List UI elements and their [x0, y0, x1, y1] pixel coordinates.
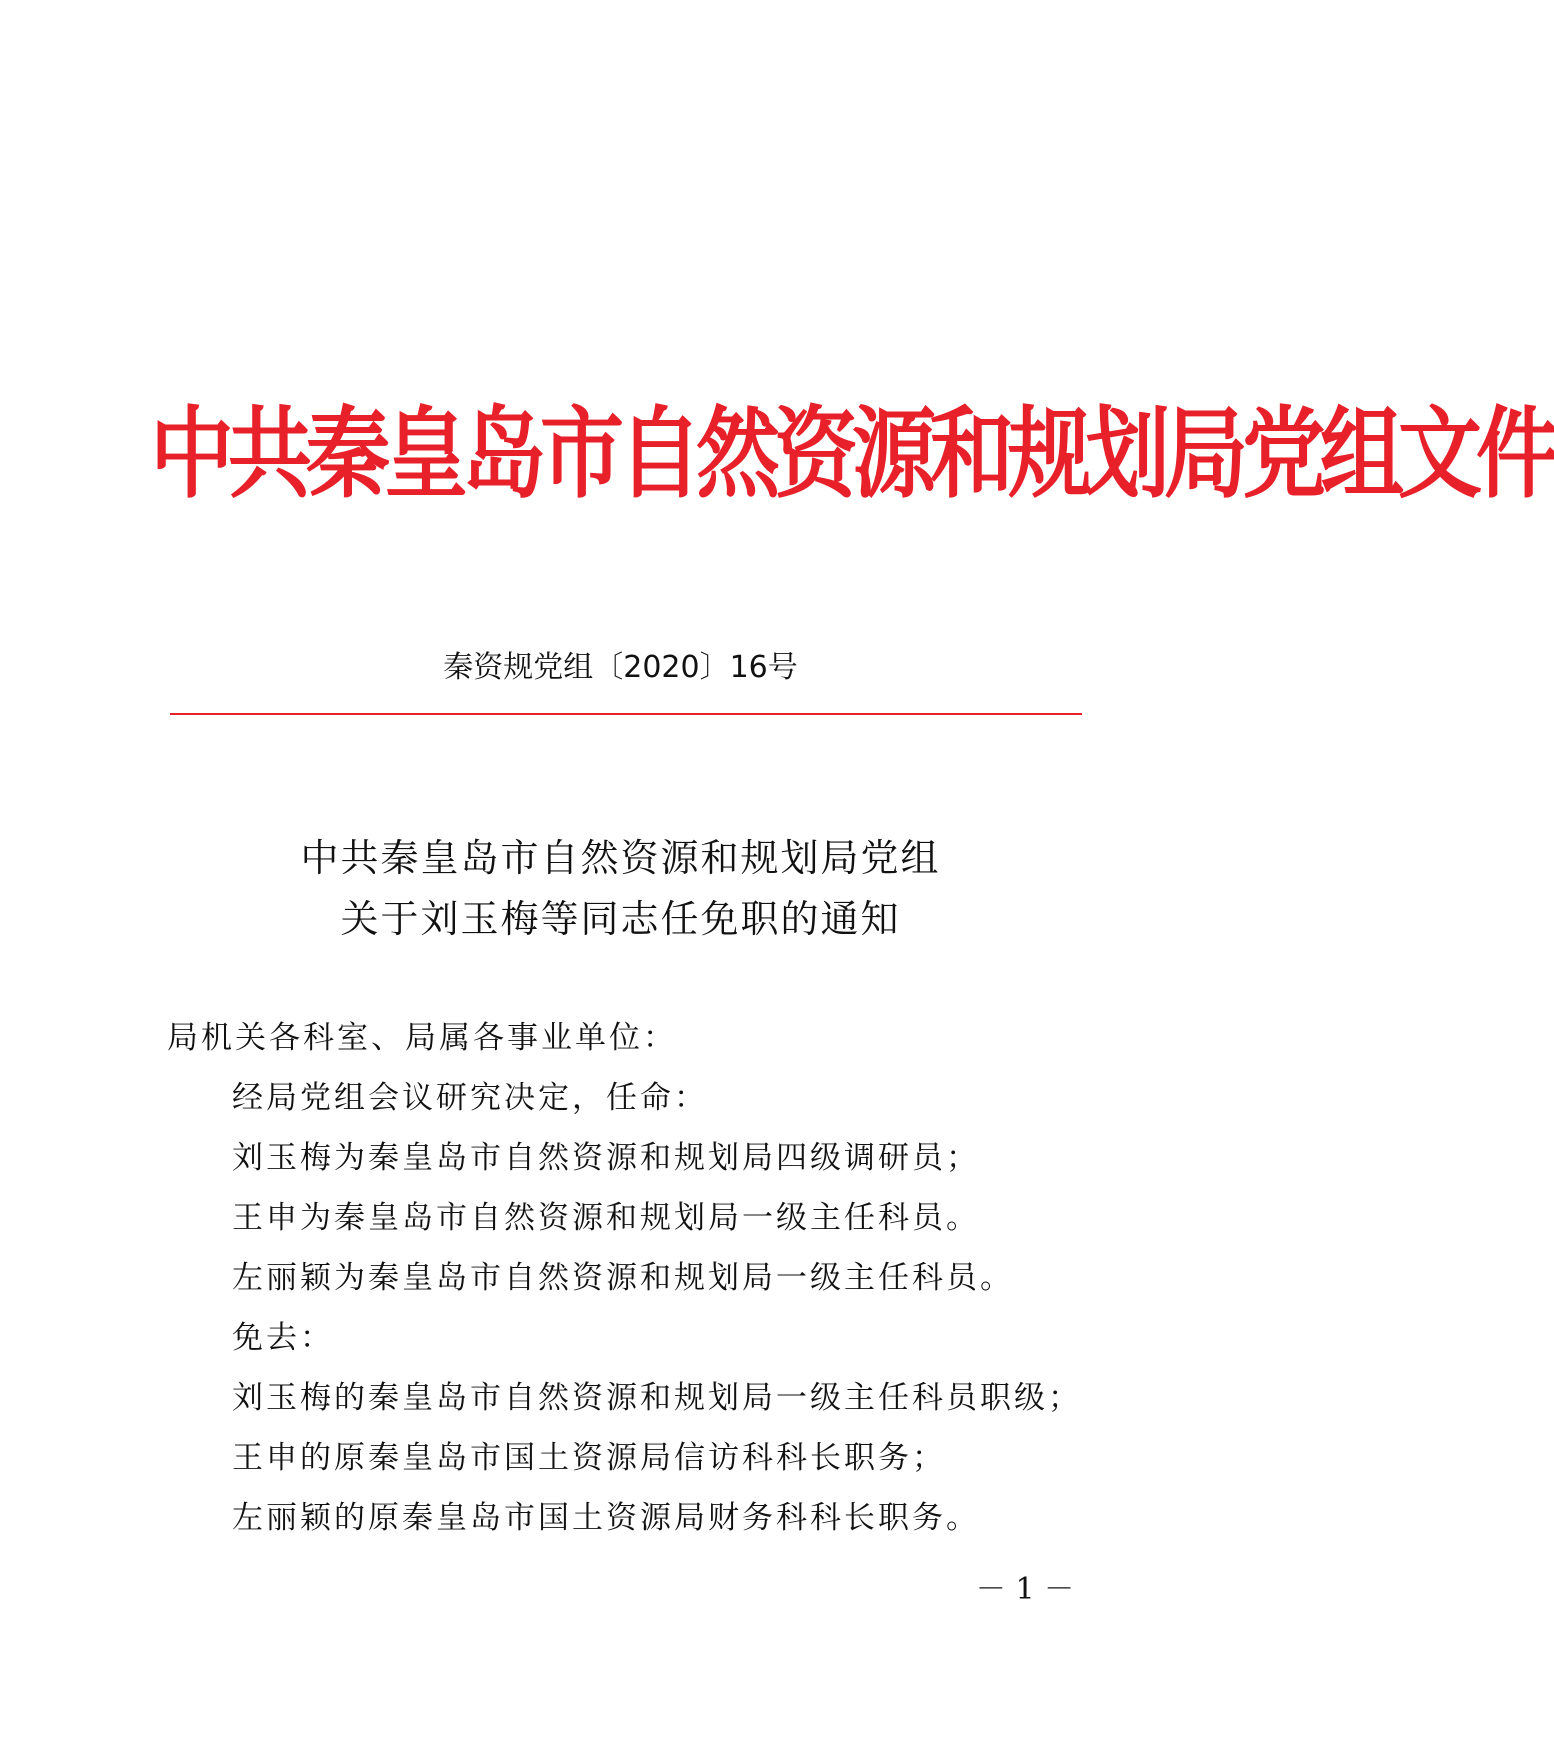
- red-header-title: 中共秦皇岛市自然资源和规划局党组文件: [150, 395, 1554, 512]
- body-line-dismiss-1: 刘玉梅的秦皇岛市自然资源和规划局一级主任科员职级；: [232, 1380, 1082, 1416]
- body-line-dismiss-heading: 免去：: [232, 1320, 334, 1356]
- body-line-decision: 经局党组会议研究决定，任命：: [232, 1080, 708, 1116]
- notice-title-line-1: 中共秦皇岛市自然资源和规划局党组: [300, 836, 941, 880]
- red-separator-rule: [170, 713, 1082, 715]
- body-line-appoint-2: 王申为秦皇岛市自然资源和规划局一级主任科员。: [232, 1200, 980, 1236]
- body-line-dismiss-2: 王申的原秦皇岛市国土资源局信访科科长职务；: [232, 1440, 946, 1476]
- notice-title-line-2: 关于刘玉梅等同志任免职的通知: [340, 897, 901, 941]
- body-line-dismiss-3: 左丽颖的原秦皇岛市国土资源局财务科科长职务。: [232, 1500, 980, 1536]
- document-number: 秦资规党组〔2020〕16号: [443, 650, 798, 685]
- page-number: － 1 －: [975, 1572, 1075, 1607]
- body-line-appoint-1: 刘玉梅为秦皇岛市自然资源和规划局四级调研员；: [232, 1140, 980, 1176]
- body-line-appoint-3: 左丽颖为秦皇岛市自然资源和规划局一级主任科员。: [232, 1260, 1014, 1296]
- addressee-line: 局机关各科室、局属各事业单位：: [167, 1020, 677, 1056]
